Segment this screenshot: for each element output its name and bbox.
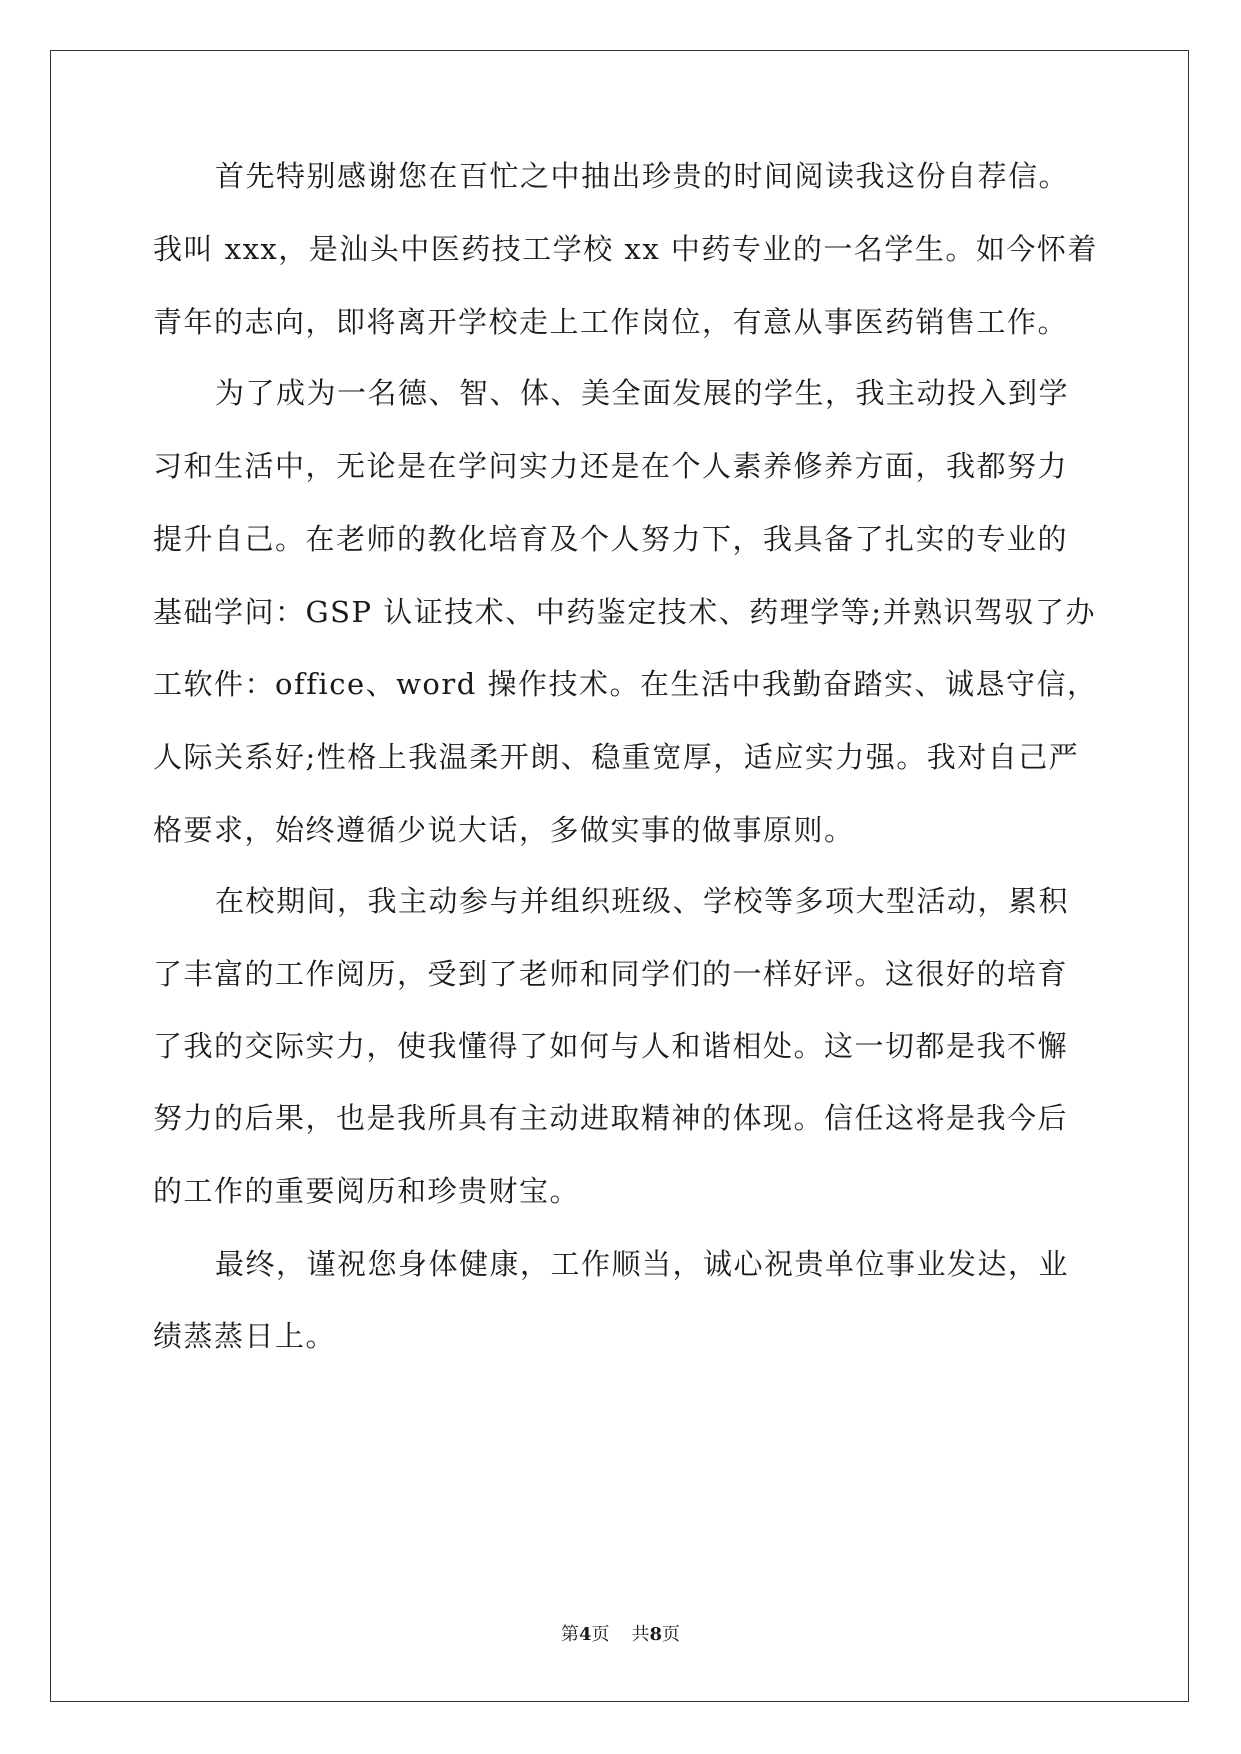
paragraph-2-line-7: 格要求，始终遵循少说大话，多做实事的做事原则。 xyxy=(153,813,855,847)
paragraph-2-line-6: 人际关系好;性格上我温柔开朗、稳重宽厚，适应实力强。我对自己严 xyxy=(153,740,1080,774)
paragraph-3-line-4: 努力的后果，也是我所具有主动进取精神的体现。信任这将是我今后 xyxy=(153,1101,1069,1135)
total-suffix: 页 xyxy=(662,1624,681,1645)
paragraph-3-line-2: 了丰富的工作阅历，受到了老师和同学们的一样好评。这很好的培育 xyxy=(153,957,1069,991)
paragraph-2-line-2: 习和生活中，无论是在学问实力还是在个人素养修养方面，我都努力 xyxy=(153,449,1069,483)
paragraph-2-line-5: 工软件：office、word 操作技术。在生活中我勤奋踏实、诚恳守信， xyxy=(153,667,1098,701)
page-footer xyxy=(0,1620,1241,1646)
paragraph-2-line-4: 基础学问：GSP 认证技术、中药鉴定技术、药理学等;并熟识驾驭了办 xyxy=(153,595,1097,629)
paragraph-2-line-1: 为了成为一名德、智、体、美全面发展的学生，我主动投入到学 xyxy=(215,376,1070,410)
page-suffix: 页 xyxy=(591,1624,610,1645)
page-border xyxy=(50,50,1189,1702)
page-number: 4 xyxy=(578,1624,592,1645)
paragraph-3-line-5: 的工作的重要阅历和珍贵财宝。 xyxy=(153,1174,581,1208)
paragraph-1-line-2: 我叫 xxx，是汕头中医药技工学校 xx 中药专业的一名学生。如今怀着 xyxy=(153,232,1098,266)
page-prefix: 第 xyxy=(560,1624,579,1645)
total-prefix: 共 xyxy=(631,1624,650,1645)
paragraph-1-line-3: 青年的志向，即将离开学校走上工作岗位，有意从事医药销售工作。 xyxy=(153,305,1069,339)
paragraph-2-line-3: 提升自己。在老师的教化培育及个人努力下，我具备了扎实的专业的 xyxy=(153,522,1069,556)
page-total: 8 xyxy=(649,1624,663,1645)
paragraph-3-line-3: 了我的交际实力，使我懂得了如何与人和谐相处。这一切都是我不懈 xyxy=(153,1029,1069,1063)
paragraph-4-line-1: 最终，谨祝您身体健康，工作顺当，诚心祝贵单位事业发达，业 xyxy=(215,1247,1070,1281)
paragraph-1-line-1: 首先特别感谢您在百忙之中抽出珍贵的时间阅读我这份自荐信。 xyxy=(215,159,1070,193)
paragraph-3-line-1: 在校期间，我主动参与并组织班级、学校等多项大型活动，累积 xyxy=(215,884,1070,918)
paragraph-4-line-2: 绩蒸蒸日上。 xyxy=(153,1319,337,1353)
